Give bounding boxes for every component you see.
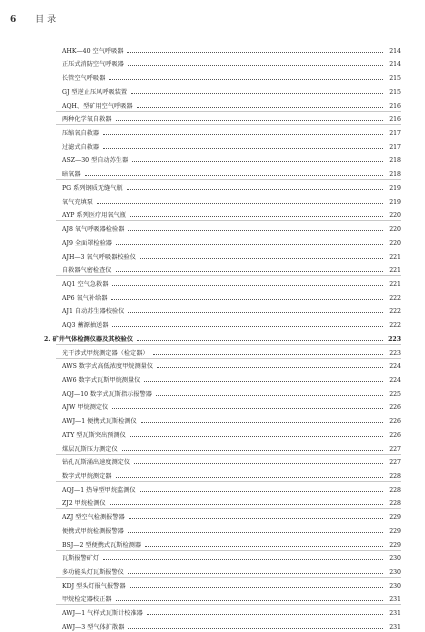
dot-leader bbox=[130, 216, 383, 217]
toc-entry-title: 过滤式自救器 bbox=[62, 143, 100, 151]
toc-entry-page: 229 bbox=[389, 514, 401, 522]
dot-leader bbox=[103, 559, 383, 560]
toc-entry-title: 数字式甲烷测定器 bbox=[62, 473, 112, 480]
toc-entry-page: 231 bbox=[389, 596, 401, 604]
toc-entry-title: 暗氧器 bbox=[62, 171, 81, 179]
toc-entry bbox=[0, 467, 425, 481]
toc-entry-title: 两种化学氧自救器 bbox=[62, 116, 112, 124]
dot-leader bbox=[127, 189, 383, 190]
dot-leader bbox=[85, 175, 383, 176]
toc-entry-title: 正压式消防空气呼吸器 bbox=[62, 61, 124, 69]
toc-entry-title: ASZ—30 型自动苏生器 bbox=[62, 157, 129, 165]
toc-entry-title: 便携式甲烷检测报警器 bbox=[62, 527, 124, 535]
toc-entry-page: 223 bbox=[389, 349, 401, 357]
toc-entry-page: 226 bbox=[389, 431, 401, 439]
toc-entry bbox=[0, 138, 425, 152]
toc-entry bbox=[0, 550, 425, 564]
toc-entry bbox=[0, 179, 425, 193]
toc-entry bbox=[0, 275, 425, 289]
toc-entry bbox=[0, 83, 425, 97]
toc-entry-title: GJ 型逆止压风呼吸装置 bbox=[62, 88, 128, 96]
toc-entry-title: AQ1 空气急救器 bbox=[62, 280, 109, 288]
dot-leader bbox=[131, 93, 383, 94]
toc-entry-page: 217 bbox=[389, 143, 401, 151]
toc-entry bbox=[0, 234, 425, 248]
dot-leader bbox=[137, 107, 383, 108]
dot-leader bbox=[140, 491, 383, 492]
header-page-number: 6 bbox=[10, 15, 20, 25]
toc-entry bbox=[0, 508, 425, 522]
dot-leader bbox=[141, 422, 383, 423]
toc-entry-page: 219 bbox=[389, 184, 401, 192]
toc-entry-title: 光干涉式甲烷测定器（检定器） bbox=[62, 349, 149, 357]
toc-entry-page: 218 bbox=[389, 157, 401, 165]
dot-leader bbox=[137, 340, 383, 341]
toc-entry-page: 224 bbox=[389, 363, 401, 371]
dot-leader bbox=[128, 532, 383, 533]
dot-leader bbox=[127, 52, 383, 53]
toc-entry-title: AWS 数字式高低浓度甲烷测量仪 bbox=[62, 363, 154, 371]
dot-leader bbox=[130, 587, 383, 588]
toc-entry-title: 长管空气呼吸器 bbox=[62, 75, 106, 83]
toc-entry bbox=[0, 358, 425, 372]
toc-entry bbox=[0, 207, 425, 221]
toc-entry-title: 煤层瓦斯压力测定仪 bbox=[62, 445, 118, 453]
toc-entry-title: AQ3 蓄源抽送器 bbox=[62, 322, 109, 330]
toc-entry bbox=[0, 412, 425, 426]
toc-entry-page: 220 bbox=[389, 239, 401, 247]
dot-leader bbox=[132, 161, 383, 162]
toc-entry bbox=[0, 495, 425, 509]
toc-entry-title: KDJ 型头灯报气报警器 bbox=[62, 582, 126, 590]
toc-entry-title: AJ1 自动苏生器校验仪 bbox=[62, 308, 125, 316]
toc-entry-page: 216 bbox=[389, 116, 401, 124]
toc-entry-title: AWJ—1 气样式瓦斯计校准器 bbox=[62, 610, 143, 618]
toc-entry-title: AJ8 氧气呼吸器检验器 bbox=[62, 226, 125, 234]
toc-entry bbox=[0, 220, 425, 234]
toc-entry bbox=[0, 152, 425, 166]
toc-entry bbox=[0, 399, 425, 413]
dot-leader bbox=[103, 134, 383, 135]
toc-entry-page: 221 bbox=[389, 253, 401, 261]
toc-entry bbox=[0, 426, 425, 440]
dot-leader bbox=[156, 395, 383, 396]
toc-entry bbox=[0, 97, 425, 111]
toc-entry-title: AP6 氧气补给器 bbox=[62, 294, 108, 302]
toc-entry-page: 220 bbox=[389, 226, 401, 234]
dot-leader bbox=[116, 120, 384, 121]
toc-entry-page: 227 bbox=[389, 459, 401, 467]
toc-entry-title: ZJ2 甲烷检测仪 bbox=[62, 500, 106, 508]
toc-entry-title: 甲烷检定器校正器 bbox=[62, 596, 112, 604]
toc-entry-page: 218 bbox=[389, 171, 401, 179]
toc-entry-title: AJ9 全面罩检验器 bbox=[62, 239, 112, 247]
toc-entry bbox=[0, 481, 425, 495]
toc-entry-page: 225 bbox=[389, 390, 401, 398]
toc-entry-page: 216 bbox=[389, 102, 401, 110]
dot-leader bbox=[128, 230, 383, 231]
toc-entry bbox=[0, 111, 425, 125]
dot-leader bbox=[109, 79, 383, 80]
toc-entry-page: 231 bbox=[389, 623, 401, 631]
toc-entry-title: 自救器气密检查仪 bbox=[62, 267, 112, 275]
toc-entry-title: 瓦斯报警矿灯 bbox=[62, 555, 100, 563]
toc-entry-title: 氧气充填泵 bbox=[62, 198, 93, 206]
toc-entry-page: 215 bbox=[389, 88, 401, 96]
toc-entry-page: 226 bbox=[389, 418, 401, 426]
toc-section-heading bbox=[0, 330, 425, 344]
toc-entry bbox=[0, 536, 425, 550]
toc-entry bbox=[0, 193, 425, 207]
toc-entry-page: 214 bbox=[389, 47, 401, 55]
toc-entry bbox=[0, 69, 425, 83]
toc-entry-page: 230 bbox=[389, 569, 401, 577]
toc-list bbox=[0, 42, 425, 632]
toc-entry-page: 215 bbox=[389, 75, 401, 83]
toc-entry-page: 228 bbox=[389, 473, 401, 480]
dot-leader bbox=[130, 436, 383, 437]
toc-entry-page: 222 bbox=[389, 322, 401, 330]
toc-entry-page: 230 bbox=[389, 582, 401, 590]
toc-entry-title: AQH、型矿用空气呼吸器 bbox=[62, 102, 133, 110]
dot-leader bbox=[134, 463, 383, 464]
toc-entry bbox=[0, 440, 425, 454]
dot-leader bbox=[144, 381, 383, 382]
dot-leader bbox=[157, 367, 383, 368]
toc-entry-title: AQJ—10 数字式瓦斯指示报警器 bbox=[62, 390, 152, 398]
toc-entry bbox=[0, 522, 425, 536]
dot-leader bbox=[112, 326, 383, 327]
toc-entry-page: 223 bbox=[388, 335, 401, 343]
dot-leader bbox=[140, 258, 383, 259]
dot-leader bbox=[110, 504, 383, 505]
dot-leader bbox=[103, 148, 383, 149]
dot-leader bbox=[128, 573, 383, 574]
dot-leader bbox=[128, 312, 383, 313]
toc-entry-page: 217 bbox=[389, 130, 401, 138]
dot-leader bbox=[116, 477, 384, 478]
toc-entry-title: 2. 矿井气体检测仪器及其校验仪 bbox=[44, 335, 134, 343]
toc-entry bbox=[0, 289, 425, 303]
toc-entry-page: 222 bbox=[389, 308, 401, 316]
dot-leader bbox=[116, 600, 384, 601]
toc-entry-title: 压缩氧自救器 bbox=[62, 130, 100, 138]
toc-entry-page: 214 bbox=[389, 61, 401, 69]
dot-leader bbox=[128, 65, 383, 66]
toc-entry-title: AHK—40 空气呼吸器 bbox=[62, 47, 124, 55]
dot-leader bbox=[111, 299, 383, 300]
toc-entry-title: 钻孔瓦斯涌出速度测定仪 bbox=[62, 459, 131, 467]
toc-entry-page: 229 bbox=[389, 527, 401, 535]
dot-leader bbox=[112, 408, 383, 409]
toc-entry bbox=[0, 618, 425, 632]
toc-entry-page: 229 bbox=[389, 541, 401, 549]
toc-entry-page: 222 bbox=[389, 294, 401, 302]
dot-leader bbox=[116, 271, 384, 272]
toc-entry bbox=[0, 577, 425, 591]
toc-entry-page: 224 bbox=[389, 376, 401, 384]
toc-entry-title: PG 系列钢质无缝气瓶 bbox=[62, 184, 123, 192]
toc-entry bbox=[0, 248, 425, 262]
toc-entry bbox=[0, 124, 425, 138]
dot-leader bbox=[153, 354, 383, 355]
running-head bbox=[10, 12, 59, 25]
toc-entry bbox=[0, 385, 425, 399]
toc-entry bbox=[0, 371, 425, 385]
toc-entry-page: 221 bbox=[389, 280, 401, 288]
toc-entry-page: 220 bbox=[389, 212, 401, 220]
toc-entry-page: 230 bbox=[389, 555, 401, 563]
dot-leader bbox=[112, 285, 383, 286]
toc-entry-page: 228 bbox=[389, 486, 401, 494]
dot-leader bbox=[116, 244, 383, 245]
toc-entry-page: 219 bbox=[389, 198, 401, 206]
toc-entry-title: AQJ—1 热导型甲烷监测仪 bbox=[62, 486, 136, 494]
toc-entry bbox=[0, 165, 425, 179]
toc-entry bbox=[0, 262, 425, 276]
toc-entry-page: 227 bbox=[389, 445, 401, 453]
toc-entry-page: 228 bbox=[389, 500, 401, 508]
dot-leader bbox=[97, 203, 383, 204]
dot-leader bbox=[128, 628, 383, 629]
toc-entry-title: ATY 型瓦斯突出预测仪 bbox=[62, 431, 126, 439]
toc-entry bbox=[0, 604, 425, 618]
toc-entry-title: 多功能头灯瓦斯报警仪 bbox=[62, 569, 124, 577]
toc-entry-title: BSJ—2 型便携式瓦斯检测器 bbox=[62, 541, 142, 549]
toc-entry bbox=[0, 303, 425, 317]
toc-entry-title: AZJ 型空气检测报警器 bbox=[62, 514, 125, 522]
toc-entry bbox=[0, 344, 425, 358]
dot-leader bbox=[122, 450, 383, 451]
toc-entry bbox=[0, 56, 425, 70]
toc-entry-page: 231 bbox=[389, 610, 401, 618]
toc-entry-title: AW6 数字式瓦斯甲烷测量仪 bbox=[62, 376, 141, 384]
toc-entry bbox=[0, 316, 425, 330]
toc-entry-page: 226 bbox=[389, 404, 401, 412]
dot-leader bbox=[145, 546, 383, 547]
toc-entry-title: AJW 甲烷测定仪 bbox=[62, 404, 109, 412]
toc-entry bbox=[0, 454, 425, 468]
toc-entry-page: 221 bbox=[389, 267, 401, 275]
dot-leader bbox=[147, 614, 383, 615]
header-title: 目录 bbox=[35, 15, 60, 25]
toc-entry-title: AJH—3 氧气呼吸器校验仪 bbox=[62, 253, 136, 261]
toc-entry-title: AWJ—3 型气体扩散器 bbox=[62, 623, 125, 631]
dot-leader bbox=[129, 518, 383, 519]
toc-entry bbox=[0, 563, 425, 577]
toc-entry-title: AWJ—1 便携式瓦斯检测仪 bbox=[62, 418, 137, 426]
toc-entry-title: AYP 系列医疗用氧气瓶 bbox=[62, 212, 126, 220]
toc-entry bbox=[0, 42, 425, 56]
